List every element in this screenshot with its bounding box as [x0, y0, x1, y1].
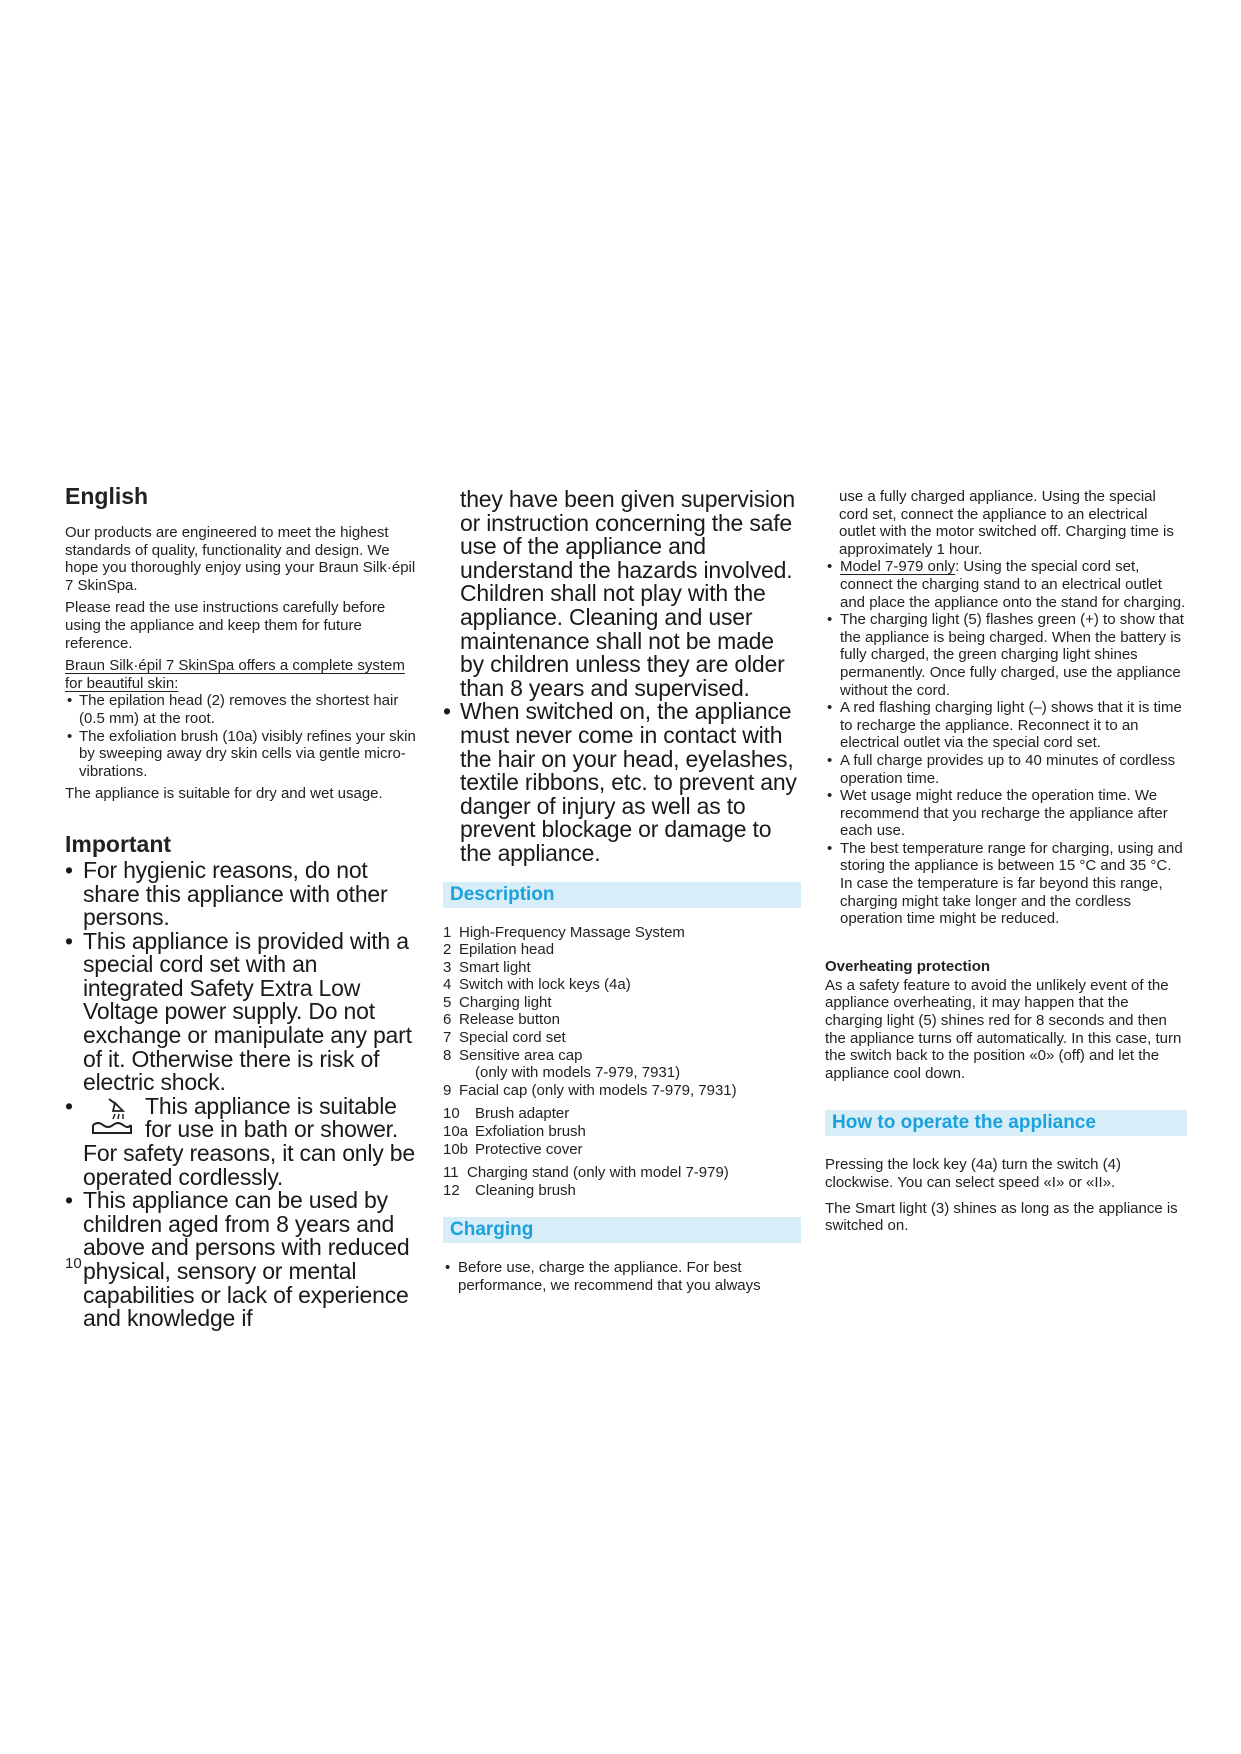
bath-item — [65, 1092, 417, 1190]
switched-on-list — [443, 700, 801, 865]
intro-block — [65, 524, 417, 803]
list-item: • A red flashing charging light (–) shows that it is time to recharge the appliance. Reconnect it to an electrical outlet via the special cord set. — [825, 699, 1187, 752]
important-heading: Important — [65, 830, 172, 857]
list-item: 8 Sensitive area cap — [443, 1046, 583, 1064]
list-item: 10b Protective cover — [443, 1140, 583, 1158]
list-item: • When switched on, the appliance must never come in contact with the hair on your head, eyelashes, textile ribbons, etc. to prevent any danger of injury as well as to prevent blockage or damage to the appliance. — [443, 700, 801, 865]
list-item: 2 Epilation head — [443, 941, 555, 959]
list-item: 12 Cleaning brush — [443, 1181, 576, 1199]
charging-heading: Charging — [443, 1217, 801, 1243]
list-item: • The epilation head (2) removes the shortest hair (0.5 mm) at the root. — [65, 692, 417, 727]
list-item: • Before use, charge the appliance. For best performance, we recommend that you always — [443, 1259, 801, 1294]
list-item: 4 Switch with lock keys (4a) — [443, 976, 631, 994]
supervision-continued: they have been given supervision or instruction concerning the safe use of the appliance and understand the hazards involved. Children shall not play with the appliance. Cleaning and user maintenance shall not be made by children unless they are older than 8 years and supervised. — [460, 486, 795, 701]
model-label: Model 7-979 only — [840, 558, 956, 576]
list-item: • A full charge provides up to 40 minutes of cordless operation time. — [825, 752, 1187, 787]
overheating-heading: Overheating protection — [825, 957, 991, 975]
charging-bullets — [825, 558, 1187, 927]
system-list — [65, 692, 417, 780]
operate-block — [825, 1156, 1187, 1234]
operate-heading: How to operate the appliance — [825, 1110, 1187, 1136]
list-item: • The best temperature range for charging, using and storing the appliance is between 15 °C and 35 °C. In case the temperature is far beyond this range, charging might take longer and the cordless operation time might be reduced. — [825, 840, 1187, 928]
language-heading: English — [65, 483, 149, 509]
charging-continued: use a fully charged appliance. Using the special cord set, connect the appliance to an electrical outlet with the motor switched off. Charging time is approximately 1 hour. — [839, 488, 1174, 558]
list-item: 10a Exfoliation brush — [443, 1123, 586, 1141]
description-list — [443, 924, 801, 1200]
page-number: 10 — [65, 1255, 82, 1272]
list-item: • This appliance is provided with a special cord set with an integrated Safety Extra Low Voltage power supply. Do not exchange or manipulate any part of it. Otherwise there is risk of electric shock. — [65, 930, 417, 1095]
bath-safety-text: For safety reasons, it can only be operated cordlessly. — [83, 1140, 415, 1190]
bath-shower-icon — [87, 1095, 139, 1135]
column-2 — [443, 488, 801, 1295]
list-item: 10 Brush adapter — [443, 1105, 570, 1123]
list-item: 1 High-Frequency Massage System — [443, 923, 685, 941]
list-item: 6 Release button — [443, 1011, 560, 1029]
list-item: • For hygienic reasons, do not share this appliance with other persons. — [65, 859, 417, 930]
operate-paragraph-2: The Smart light (3) shines as long as the appliance is switched on. — [825, 1199, 1178, 1235]
list-item: 9 Facial cap (only with models 7-979, 7931) — [443, 1081, 737, 1099]
system-heading: Braun Silk·épil 7 SkinSpa offers a complete system for beautiful skin: — [65, 657, 405, 692]
operate-paragraph-1: Pressing the lock key (4a) turn the switch (4) clockwise. You can select speed «I» or «II». — [825, 1156, 1121, 1191]
list-item: • Wet usage might reduce the operation time. We recommend that you recharge the appliance after each use. — [825, 787, 1187, 840]
overheating-text: As a safety feature to avoid the unlikely event of the appliance overheating, it may happen that the charging light (5) shines red for 8 seconds and then the appliance turns off automatically. In this case, turn the switch back to the position «0» (off) and let the appliance cool down. — [825, 976, 1182, 1082]
description-heading: Description — [443, 882, 801, 908]
intro-paragraph-1: Our products are engineered to meet the highest standards of quality, functionality and design. We hope you thoroughly enjoy using your Braun Silk·épil 7 SkinSpa. — [65, 524, 416, 594]
list-item: 11 Charging stand (only with model 7-979) — [443, 1164, 729, 1182]
intro-paragraph-2: Please read the use instructions carefully before using the appliance and keep them for future reference. — [65, 599, 386, 652]
charging-list — [443, 1259, 801, 1294]
bath-text: This appliance is suitable for use in bath or shower. — [145, 1092, 399, 1143]
column-3 — [825, 488, 1187, 1240]
important-list — [65, 856, 417, 1332]
list-item: 5 Charging light — [443, 993, 552, 1011]
list-item: • The charging light (5) flashes green (+) to show that the appliance is being charged. When the battery is fully charged, the green charging light shines permanently. Once fully charged, use the appliance without the cord. — [825, 611, 1187, 699]
list-item: (only with models 7-979, 7931) — [475, 1064, 681, 1082]
suitable-text: The appliance is suitable for dry and wet usage. — [65, 785, 383, 803]
column-1 — [65, 482, 417, 1331]
list-item: 3 Smart light — [443, 958, 531, 976]
list-item: • This appliance can be used by children aged from 8 years and above and persons with reduced physical, sensory or mental capabilities or lack of experience and knowledge if — [65, 1189, 417, 1331]
list-item: • The exfoliation brush (10a) visibly refines your skin by sweeping away dry skin cells via gentle micro-vibrations. — [65, 728, 417, 781]
list-item: • Model 7-979 only: Using the special cord set, connect the charging stand to an electrical outlet and place the appliance onto the stand for charging. — [825, 558, 1187, 611]
list-item: 7 Special cord set — [443, 1029, 566, 1047]
